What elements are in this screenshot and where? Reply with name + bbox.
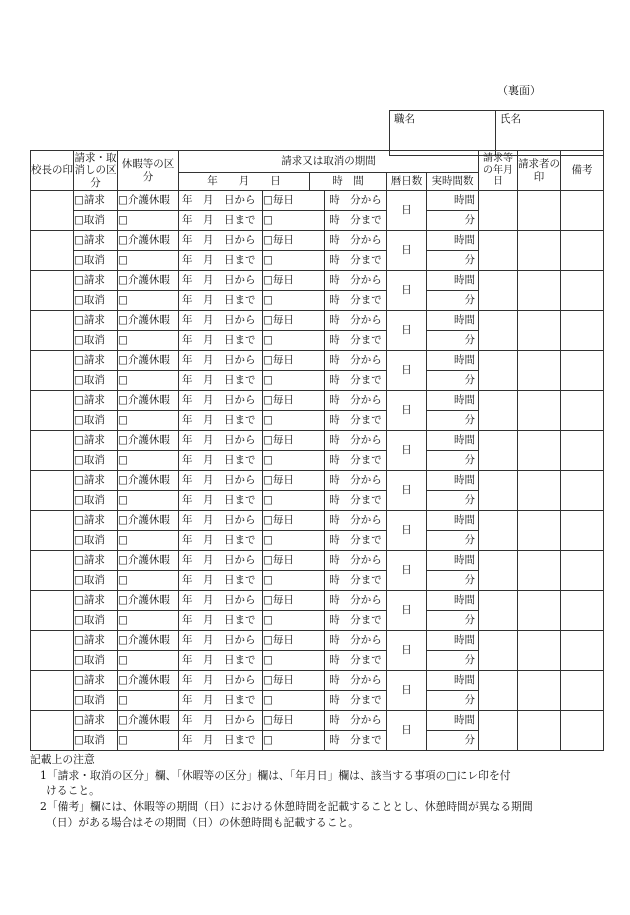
daily-checkbox[interactable]: □毎日 [263, 591, 325, 611]
date-to[interactable]: 年 月 日まで [179, 251, 263, 271]
bun-cell[interactable]: 分 [427, 571, 479, 591]
torikeshi-checkbox[interactable]: □取消 [74, 411, 118, 431]
daily-checkbox[interactable]: □毎日 [263, 191, 325, 211]
bun-cell[interactable]: 分 [427, 371, 479, 391]
daily-checkbox[interactable]: □毎日 [263, 711, 325, 731]
time-to[interactable]: 時 分まで [325, 251, 387, 271]
header-time [310, 173, 387, 191]
seikyu-checkbox[interactable]: □請求 [74, 351, 118, 371]
date-from[interactable]: 年 月 日から [179, 591, 263, 611]
biko-cell[interactable] [561, 631, 604, 671]
kaigo-checkbox[interactable]: □介護休暇 [118, 431, 179, 451]
jikan-cell[interactable]: 時間 [427, 511, 479, 531]
biko-cell[interactable] [561, 711, 604, 751]
bun-cell[interactable]: 分 [427, 291, 479, 311]
daily-checkbox[interactable]: □毎日 [263, 551, 325, 571]
time-to[interactable]: 時 分まで [325, 371, 387, 391]
time-to[interactable]: 時 分まで [325, 611, 387, 631]
other-date-checkbox[interactable]: □ [263, 411, 325, 431]
torikeshi-checkbox[interactable]: □取消 [74, 211, 118, 231]
reki-nissu-cell[interactable]: 日 [387, 671, 427, 711]
reki-nissu-cell[interactable]: 日 [387, 471, 427, 511]
time-from[interactable]: 時 分から [325, 631, 387, 651]
other-checkbox[interactable]: □ [118, 211, 179, 231]
date-from[interactable]: 年 月 日から [179, 471, 263, 491]
date-to[interactable]: 年 月 日まで [179, 211, 263, 231]
torikeshi-checkbox[interactable]: □取消 [74, 491, 118, 511]
torikeshi-checkbox[interactable]: □取消 [74, 691, 118, 711]
header-seikyu-nengappi: 請求等の年月日 [479, 151, 518, 191]
other-checkbox[interactable]: □ [118, 251, 179, 271]
kocho-in-cell[interactable] [31, 311, 74, 351]
kaigo-checkbox[interactable]: □介護休暇 [118, 591, 179, 611]
date-to[interactable]: 年 月 日まで [179, 331, 263, 351]
other-checkbox[interactable]: □ [118, 371, 179, 391]
jikan-cell[interactable]: 時間 [427, 231, 479, 251]
bun-cell[interactable]: 分 [427, 411, 479, 431]
seikyu-checkbox[interactable]: □請求 [74, 511, 118, 531]
seikyu-checkbox[interactable]: □請求 [74, 591, 118, 611]
torikeshi-checkbox[interactable]: □取消 [74, 531, 118, 551]
kaigo-checkbox[interactable]: □介護休暇 [118, 391, 179, 411]
time-from[interactable]: 時 分から [325, 591, 387, 611]
header-ji: 時 [332, 175, 343, 188]
seikyusha-in-cell[interactable] [518, 671, 561, 711]
time-from[interactable]: 時 分から [325, 511, 387, 531]
biko-cell[interactable] [561, 271, 604, 311]
biko-cell[interactable] [561, 591, 604, 631]
other-checkbox[interactable]: □ [118, 451, 179, 471]
time-from[interactable]: 時 分から [325, 471, 387, 491]
kaigo-checkbox[interactable]: □介護休暇 [118, 471, 179, 491]
header-kyuka-kubun: 休暇等の区分 [118, 151, 179, 191]
seikyusha-in-cell[interactable] [518, 231, 561, 271]
note-1b: けること。 [46, 784, 100, 798]
date-to[interactable]: 年 月 日まで [179, 411, 263, 431]
bun-cell[interactable]: 分 [427, 251, 479, 271]
jikan-cell[interactable]: 時間 [427, 351, 479, 371]
date-to[interactable]: 年 月 日まで [179, 531, 263, 551]
reki-nissu-cell[interactable]: 日 [387, 551, 427, 591]
other-date-checkbox[interactable]: □ [263, 571, 325, 591]
jikan-cell[interactable]: 時間 [427, 391, 479, 411]
seikyusha-in-cell[interactable] [518, 471, 561, 511]
seikyu-nengappi-cell[interactable] [479, 271, 518, 311]
daily-checkbox[interactable]: □毎日 [263, 391, 325, 411]
bun-cell[interactable]: 分 [427, 651, 479, 671]
other-checkbox[interactable]: □ [118, 731, 179, 751]
kocho-in-cell[interactable] [31, 391, 74, 431]
other-checkbox[interactable]: □ [118, 331, 179, 351]
kaigo-checkbox[interactable]: □介護休暇 [118, 351, 179, 371]
other-date-checkbox[interactable]: □ [263, 251, 325, 271]
seikyusha-in-cell[interactable] [518, 271, 561, 311]
bun-cell[interactable]: 分 [427, 451, 479, 471]
daily-checkbox[interactable]: □毎日 [263, 231, 325, 251]
other-date-checkbox[interactable]: □ [263, 611, 325, 631]
date-to[interactable]: 年 月 日まで [179, 491, 263, 511]
date-from[interactable]: 年 月 日から [179, 391, 263, 411]
seikyu-checkbox[interactable]: □請求 [74, 551, 118, 571]
bun-cell[interactable]: 分 [427, 731, 479, 751]
seikyu-checkbox[interactable]: □請求 [74, 631, 118, 651]
time-from[interactable]: 時 分から [325, 551, 387, 571]
header-tsuki: 月 [238, 175, 250, 188]
other-date-checkbox[interactable]: □ [263, 451, 325, 471]
other-checkbox[interactable]: □ [118, 571, 179, 591]
time-from[interactable]: 時 分から [325, 431, 387, 451]
date-to[interactable]: 年 月 日まで [179, 611, 263, 631]
reki-nissu-cell[interactable]: 日 [387, 191, 427, 231]
header-kan: 間 [353, 175, 364, 188]
daily-checkbox[interactable]: □毎日 [263, 671, 325, 691]
reki-nissu-cell[interactable]: 日 [387, 591, 427, 631]
biko-cell[interactable] [561, 551, 604, 591]
seikyu-nengappi-cell[interactable] [479, 311, 518, 351]
date-to[interactable]: 年 月 日まで [179, 651, 263, 671]
bun-cell[interactable]: 分 [427, 331, 479, 351]
seikyusha-in-cell[interactable] [518, 591, 561, 631]
seikyu-nengappi-cell[interactable] [479, 351, 518, 391]
kocho-in-cell[interactable] [31, 671, 74, 711]
date-from[interactable]: 年 月 日から [179, 631, 263, 651]
torikeshi-checkbox[interactable]: □取消 [74, 651, 118, 671]
seikyu-nengappi-cell[interactable] [479, 551, 518, 591]
time-to[interactable]: 時 分まで [325, 291, 387, 311]
biko-cell[interactable] [561, 671, 604, 711]
biko-cell[interactable] [561, 351, 604, 391]
time-to[interactable]: 時 分まで [325, 651, 387, 671]
date-to[interactable]: 年 月 日まで [179, 291, 263, 311]
time-from[interactable]: 時 分から [325, 311, 387, 331]
seikyu-nengappi-cell[interactable] [479, 431, 518, 471]
header-nen: 年 [207, 175, 218, 188]
reki-nissu-cell[interactable]: 日 [387, 231, 427, 271]
kaigo-checkbox[interactable]: □介護休暇 [118, 271, 179, 291]
seikyu-checkbox[interactable]: □請求 [74, 671, 118, 691]
torikeshi-checkbox[interactable]: □取消 [74, 331, 118, 351]
kocho-in-cell[interactable] [31, 431, 74, 471]
biko-cell[interactable] [561, 311, 604, 351]
kocho-in-cell[interactable] [31, 351, 74, 391]
reki-nissu-cell[interactable]: 日 [387, 631, 427, 671]
kaigo-checkbox[interactable]: □介護休暇 [118, 191, 179, 211]
seikyu-checkbox[interactable]: □請求 [74, 391, 118, 411]
date-from[interactable]: 年 月 日から [179, 671, 263, 691]
other-date-checkbox[interactable]: □ [263, 531, 325, 551]
seikyusha-in-cell[interactable] [518, 391, 561, 431]
kocho-in-cell[interactable] [31, 231, 74, 271]
seikyu-nengappi-cell[interactable] [479, 511, 518, 551]
kocho-in-cell[interactable] [31, 271, 74, 311]
header-reki-nissu: 暦日数 [387, 173, 427, 191]
header-kikan: 請求又は取消の期間 [179, 151, 479, 173]
reki-nissu-cell[interactable]: 日 [387, 271, 427, 311]
date-from[interactable]: 年 月 日から [179, 511, 263, 531]
seikyu-nengappi-cell[interactable] [479, 671, 518, 711]
daily-checkbox[interactable]: □毎日 [263, 511, 325, 531]
jikan-cell[interactable]: 時間 [427, 191, 479, 211]
kocho-in-cell[interactable] [31, 511, 74, 551]
note-2b: （日）がある場合はその期間（日）の休憩時間も記載すること。 [46, 815, 360, 829]
notes-section [30, 752, 533, 830]
biko-cell[interactable] [561, 471, 604, 511]
other-date-checkbox[interactable]: □ [263, 491, 325, 511]
daily-checkbox[interactable]: □毎日 [263, 631, 325, 651]
bun-cell[interactable]: 分 [427, 491, 479, 511]
bun-cell[interactable]: 分 [427, 531, 479, 551]
bun-cell[interactable]: 分 [427, 691, 479, 711]
date-to[interactable]: 年 月 日まで [179, 691, 263, 711]
other-date-checkbox[interactable]: □ [263, 651, 325, 671]
jikan-cell[interactable]: 時間 [427, 711, 479, 731]
biko-cell[interactable] [561, 511, 604, 551]
other-checkbox[interactable]: □ [118, 291, 179, 311]
other-checkbox[interactable]: □ [118, 611, 179, 631]
daily-checkbox[interactable]: □毎日 [263, 471, 325, 491]
seikyu-checkbox[interactable]: □請求 [74, 271, 118, 291]
date-from[interactable]: 年 月 日から [179, 351, 263, 371]
kaigo-checkbox[interactable]: □介護休暇 [118, 671, 179, 691]
reki-nissu-cell[interactable]: 日 [387, 351, 427, 391]
torikeshi-checkbox[interactable]: □取消 [74, 611, 118, 631]
other-date-checkbox[interactable]: □ [263, 211, 325, 231]
reki-nissu-cell[interactable]: 日 [387, 431, 427, 471]
biko-cell[interactable] [561, 391, 604, 431]
kaigo-checkbox[interactable]: □介護休暇 [118, 711, 179, 731]
header-kocho-in: 校長の印 [31, 151, 74, 191]
other-date-checkbox[interactable]: □ [263, 331, 325, 351]
header-jitsu-jikan: 実時間数 [427, 173, 479, 191]
time-from[interactable]: 時 分から [325, 191, 387, 211]
torikeshi-checkbox[interactable]: □取消 [74, 291, 118, 311]
biko-cell[interactable] [561, 431, 604, 471]
seikyu-nengappi-cell[interactable] [479, 391, 518, 431]
time-from[interactable]: 時 分から [325, 671, 387, 691]
seikyusha-in-cell[interactable] [518, 711, 561, 751]
header-date [179, 173, 310, 191]
kaigo-checkbox[interactable]: □介護休暇 [118, 551, 179, 571]
date-to[interactable]: 年 月 日まで [179, 731, 263, 751]
time-to[interactable]: 時 分まで [325, 691, 387, 711]
date-from[interactable]: 年 月 日から [179, 231, 263, 251]
date-from[interactable]: 年 月 日から [179, 711, 263, 731]
jikan-cell[interactable]: 時間 [427, 671, 479, 691]
seikyusha-in-cell[interactable] [518, 551, 561, 591]
kocho-in-cell[interactable] [31, 471, 74, 511]
kocho-in-cell[interactable] [31, 631, 74, 671]
kaigo-checkbox[interactable]: □介護休暇 [118, 511, 179, 531]
seikyusha-in-cell[interactable] [518, 351, 561, 391]
header-seikyusha-in: 請求者の印 [518, 151, 561, 191]
kocho-in-cell[interactable] [31, 711, 74, 751]
seikyusha-in-cell[interactable] [518, 431, 561, 471]
time-to[interactable]: 時 分まで [325, 411, 387, 431]
request-table [30, 150, 604, 751]
seikyu-nengappi-cell[interactable] [479, 471, 518, 511]
kocho-in-cell[interactable] [31, 191, 74, 231]
reki-nissu-cell[interactable]: 日 [387, 311, 427, 351]
time-from[interactable]: 時 分から [325, 391, 387, 411]
note-2a: 2「備考」欄には、休暇等の期間（日）における休憩時間を記載することとし、休憩時間が異なる期間 [40, 799, 533, 813]
torikeshi-checkbox[interactable]: □取消 [74, 371, 118, 391]
seikyu-checkbox[interactable]: □請求 [74, 311, 118, 331]
time-to[interactable]: 時 分まで [325, 451, 387, 471]
other-date-checkbox[interactable]: □ [263, 371, 325, 391]
other-date-checkbox[interactable]: □ [263, 731, 325, 751]
seikyusha-in-cell[interactable] [518, 631, 561, 671]
other-date-checkbox[interactable]: □ [263, 291, 325, 311]
note-1a: 1「請求・取消の区分」欄、「休暇等の区分」欄は、「年月日」欄は、該当する事項の□にレ印を付 [40, 768, 511, 782]
kocho-in-cell[interactable] [31, 591, 74, 631]
other-checkbox[interactable]: □ [118, 691, 179, 711]
date-from[interactable]: 年 月 日から [179, 551, 263, 571]
time-to[interactable]: 時 分まで [325, 211, 387, 231]
other-date-checkbox[interactable]: □ [263, 691, 325, 711]
seikyu-checkbox[interactable]: □請求 [74, 231, 118, 251]
shimei-field[interactable]: 氏名 [496, 111, 604, 156]
seikyu-checkbox[interactable]: □請求 [74, 471, 118, 491]
other-checkbox[interactable]: □ [118, 411, 179, 431]
seikyu-checkbox[interactable]: □請求 [74, 191, 118, 211]
seikyu-nengappi-cell[interactable] [479, 631, 518, 671]
header-seikyu-kubun: 請求・取消しの区分 [74, 152, 117, 189]
date-from[interactable]: 年 月 日から [179, 271, 263, 291]
biko-cell[interactable] [561, 231, 604, 271]
date-from[interactable]: 年 月 日から [179, 191, 263, 211]
jikan-cell[interactable]: 時間 [427, 271, 479, 291]
time-to[interactable]: 時 分まで [325, 491, 387, 511]
time-to[interactable]: 時 分まで [325, 571, 387, 591]
kaigo-checkbox[interactable]: □介護休暇 [118, 631, 179, 651]
jikan-cell[interactable]: 時間 [427, 551, 479, 571]
header-biko: 備考 [561, 151, 604, 191]
time-to[interactable]: 時 分まで [325, 731, 387, 751]
daily-checkbox[interactable]: □毎日 [263, 431, 325, 451]
time-from[interactable]: 時 分から [325, 351, 387, 371]
torikeshi-checkbox[interactable]: □取消 [74, 571, 118, 591]
jikan-cell[interactable]: 時間 [427, 631, 479, 651]
daily-checkbox[interactable]: □毎日 [263, 311, 325, 331]
jikan-cell[interactable]: 時間 [427, 591, 479, 611]
date-from[interactable]: 年 月 日から [179, 311, 263, 331]
reki-nissu-cell[interactable]: 日 [387, 511, 427, 551]
seikyu-nengappi-cell[interactable] [479, 191, 518, 231]
jikan-cell[interactable]: 時間 [427, 431, 479, 451]
other-checkbox[interactable]: □ [118, 651, 179, 671]
seikyu-nengappi-cell[interactable] [479, 711, 518, 751]
other-checkbox[interactable]: □ [118, 491, 179, 511]
seikyu-nengappi-cell[interactable] [479, 231, 518, 271]
seikyusha-in-cell[interactable] [518, 191, 561, 231]
torikeshi-checkbox[interactable]: □取消 [74, 731, 118, 751]
seikyusha-in-cell[interactable] [518, 511, 561, 551]
time-to[interactable]: 時 分まで [325, 531, 387, 551]
date-to[interactable]: 年 月 日まで [179, 371, 263, 391]
bun-cell[interactable]: 分 [427, 611, 479, 631]
notes-title: 記載上の注意 [30, 753, 95, 766]
seikyu-checkbox[interactable]: □請求 [74, 711, 118, 731]
seikyusha-in-cell[interactable] [518, 311, 561, 351]
biko-cell[interactable] [561, 191, 604, 231]
seikyu-nengappi-cell[interactable] [479, 591, 518, 631]
date-to[interactable]: 年 月 日まで [179, 451, 263, 471]
time-from[interactable]: 時 分から [325, 711, 387, 731]
daily-checkbox[interactable]: □毎日 [263, 271, 325, 291]
kaigo-checkbox[interactable]: □介護休暇 [118, 311, 179, 331]
reki-nissu-cell[interactable]: 日 [387, 711, 427, 751]
jikan-cell[interactable]: 時間 [427, 311, 479, 331]
kaigo-checkbox[interactable]: □介護休暇 [118, 231, 179, 251]
time-to[interactable]: 時 分まで [325, 331, 387, 351]
other-checkbox[interactable]: □ [118, 531, 179, 551]
kocho-in-cell[interactable] [31, 551, 74, 591]
seikyu-checkbox[interactable]: □請求 [74, 431, 118, 451]
reki-nissu-cell[interactable]: 日 [387, 391, 427, 431]
daily-checkbox[interactable]: □毎日 [263, 351, 325, 371]
date-from[interactable]: 年 月 日から [179, 431, 263, 451]
header-hi: 日 [270, 175, 281, 188]
jikan-cell[interactable]: 時間 [427, 471, 479, 491]
date-to[interactable]: 年 月 日まで [179, 571, 263, 591]
bun-cell[interactable]: 分 [427, 211, 479, 231]
time-from[interactable]: 時 分から [325, 231, 387, 251]
torikeshi-checkbox[interactable]: □取消 [74, 451, 118, 471]
torikeshi-checkbox[interactable]: □取消 [74, 251, 118, 271]
page-side-label: （裏面） [497, 84, 541, 97]
time-from[interactable]: 時 分から [325, 271, 387, 291]
shokumei-field[interactable]: 職名 [390, 111, 496, 156]
